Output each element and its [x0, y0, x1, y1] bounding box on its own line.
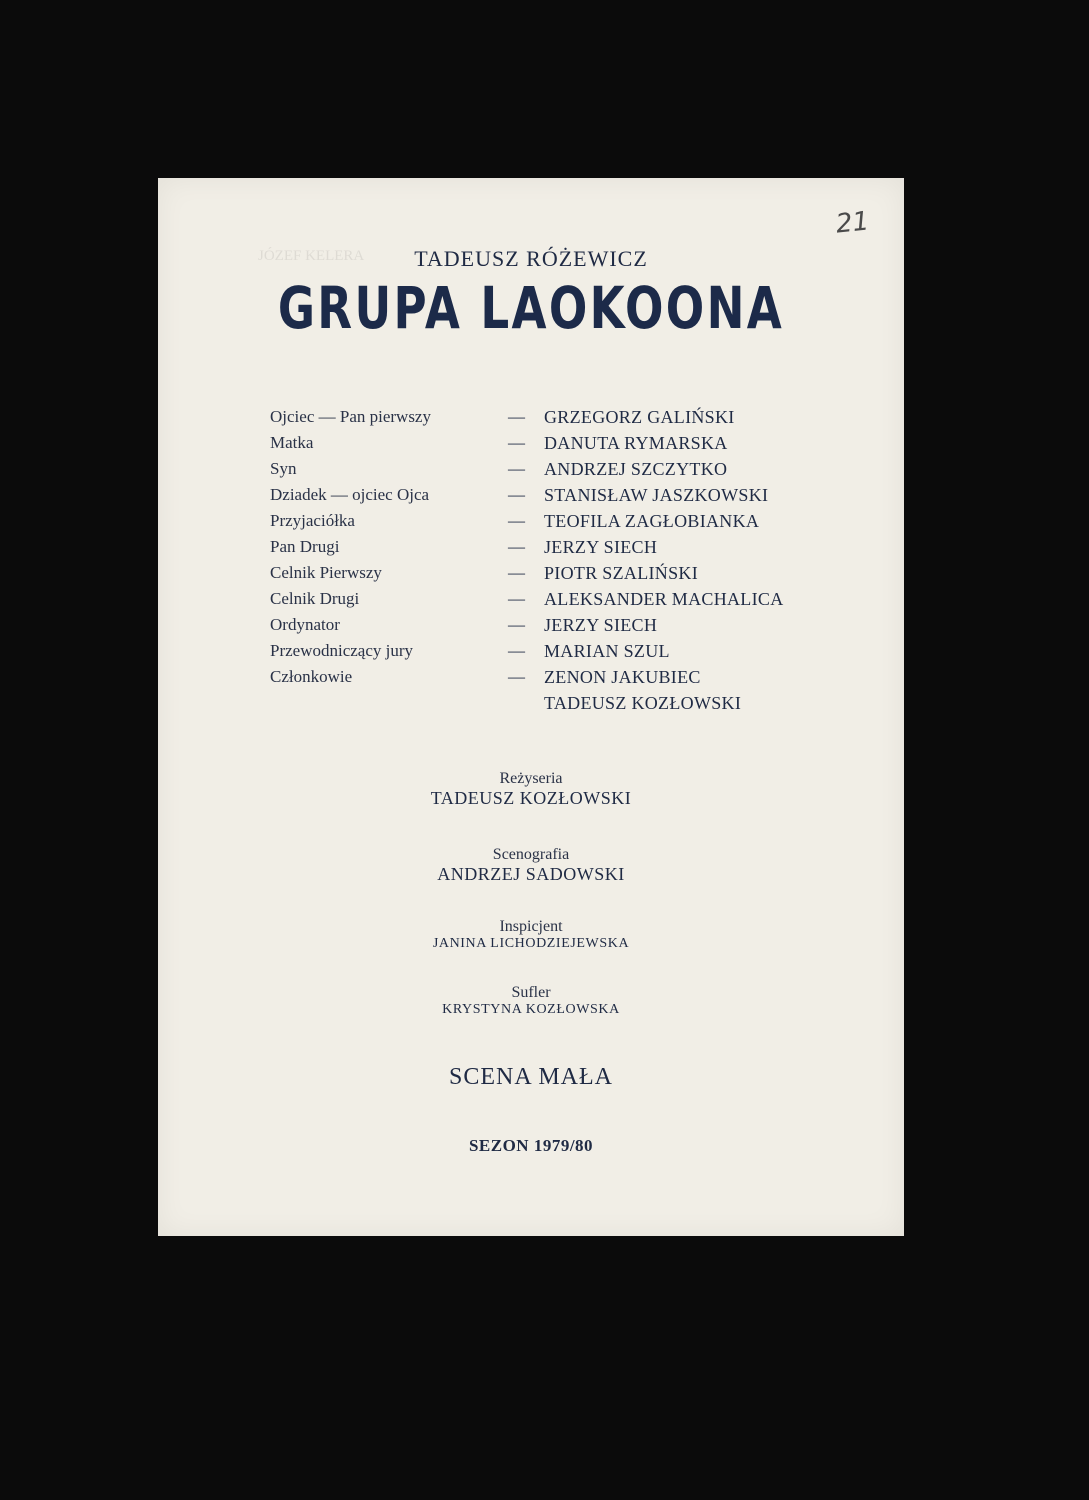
scenography-credit	[158, 846, 904, 885]
role-name: Przyjaciółka	[270, 511, 355, 530]
play-title: GRUPA LAOKOONA	[277, 274, 785, 342]
cast-row	[270, 560, 870, 586]
handwritten-page-number: 21	[834, 206, 871, 240]
dash: —	[508, 589, 525, 608]
dash: —	[508, 641, 525, 660]
role-name: Syn	[270, 459, 297, 478]
actor-name: ZENON JAKUBIEC	[544, 667, 701, 687]
program-page	[158, 178, 904, 1236]
role-name: Pan Drugi	[270, 537, 340, 556]
role-name: Przewodniczący jury	[270, 641, 414, 660]
cast-row	[270, 456, 870, 482]
role-name: Celnik Pierwszy	[270, 563, 382, 582]
dash: —	[508, 563, 525, 582]
cast-row	[270, 534, 870, 560]
cast-row	[270, 508, 870, 534]
prompter-credit	[158, 984, 904, 1018]
actor-name: TADEUSZ KOZŁOWSKI	[544, 693, 742, 713]
director-name: TADEUSZ KOZŁOWSKI	[430, 788, 632, 808]
prompter-label: Sufler	[511, 984, 551, 1001]
cast-row	[270, 586, 870, 612]
scene-name: SCENA MAŁA	[448, 1064, 614, 1090]
cast-row	[270, 638, 870, 664]
scenography-label: Scenografia	[492, 846, 570, 863]
cast-row	[270, 690, 870, 716]
bleed-through-text: JÓZEF KELERA	[258, 248, 365, 264]
role-name: Członkowie	[270, 667, 353, 686]
dash: —	[508, 459, 525, 478]
role-name: Celnik Drugi	[270, 589, 360, 608]
dash: —	[508, 537, 525, 556]
actor-name: JERZY SIECH	[544, 615, 658, 635]
cast-row	[270, 612, 870, 638]
actor-name: JERZY SIECH	[544, 537, 658, 557]
actor-name: PIOTR SZALIŃSKI	[544, 563, 699, 583]
cast-list	[270, 404, 870, 716]
actor-name: STANISŁAW JASZKOWSKI	[544, 485, 769, 505]
dash: —	[508, 433, 525, 452]
role-name: Matka	[270, 433, 314, 452]
role-name: Dziadek — ojciec Ojca	[270, 485, 430, 504]
actor-name: MARIAN SZUL	[544, 641, 670, 661]
actor-name: GRZEGORZ GALIŃSKI	[544, 407, 735, 427]
actor-name: ANDRZEJ SZCZYTKO	[544, 459, 728, 479]
actor-name: DANUTA RYMARSKA	[544, 433, 728, 453]
cast-row	[270, 430, 870, 456]
actor-name: TEOFILA ZAGŁOBIANKA	[544, 511, 760, 531]
cast-row	[270, 664, 870, 690]
dash: —	[508, 511, 525, 530]
scenographer-name: ANDRZEJ SADOWSKI	[437, 864, 625, 884]
inspicient-credit	[158, 918, 904, 952]
inspicient-label: Inspicjent	[499, 918, 563, 935]
season-label: SEZON 1979/80	[468, 1136, 594, 1155]
dash: —	[508, 407, 525, 426]
role-name: Ordynator	[270, 615, 340, 634]
dash: —	[508, 485, 525, 504]
inspicient-name: JANINA LICHODZIEJEWSKA	[432, 936, 630, 951]
cast-row	[270, 482, 870, 508]
role-name: Ojciec — Pan pierwszy	[270, 407, 431, 426]
dash: —	[508, 667, 525, 686]
actor-name: ALEKSANDER MACHALICA	[544, 589, 784, 609]
direction-credit	[158, 770, 904, 809]
dash: —	[508, 615, 525, 634]
prompter-name: KRYSTYNA KOZŁOWSKA	[442, 1002, 620, 1017]
author-name: TADEUSZ RÓŻEWICZ	[414, 246, 648, 271]
cast-row	[270, 404, 870, 430]
direction-label: Reżyseria	[499, 770, 563, 787]
